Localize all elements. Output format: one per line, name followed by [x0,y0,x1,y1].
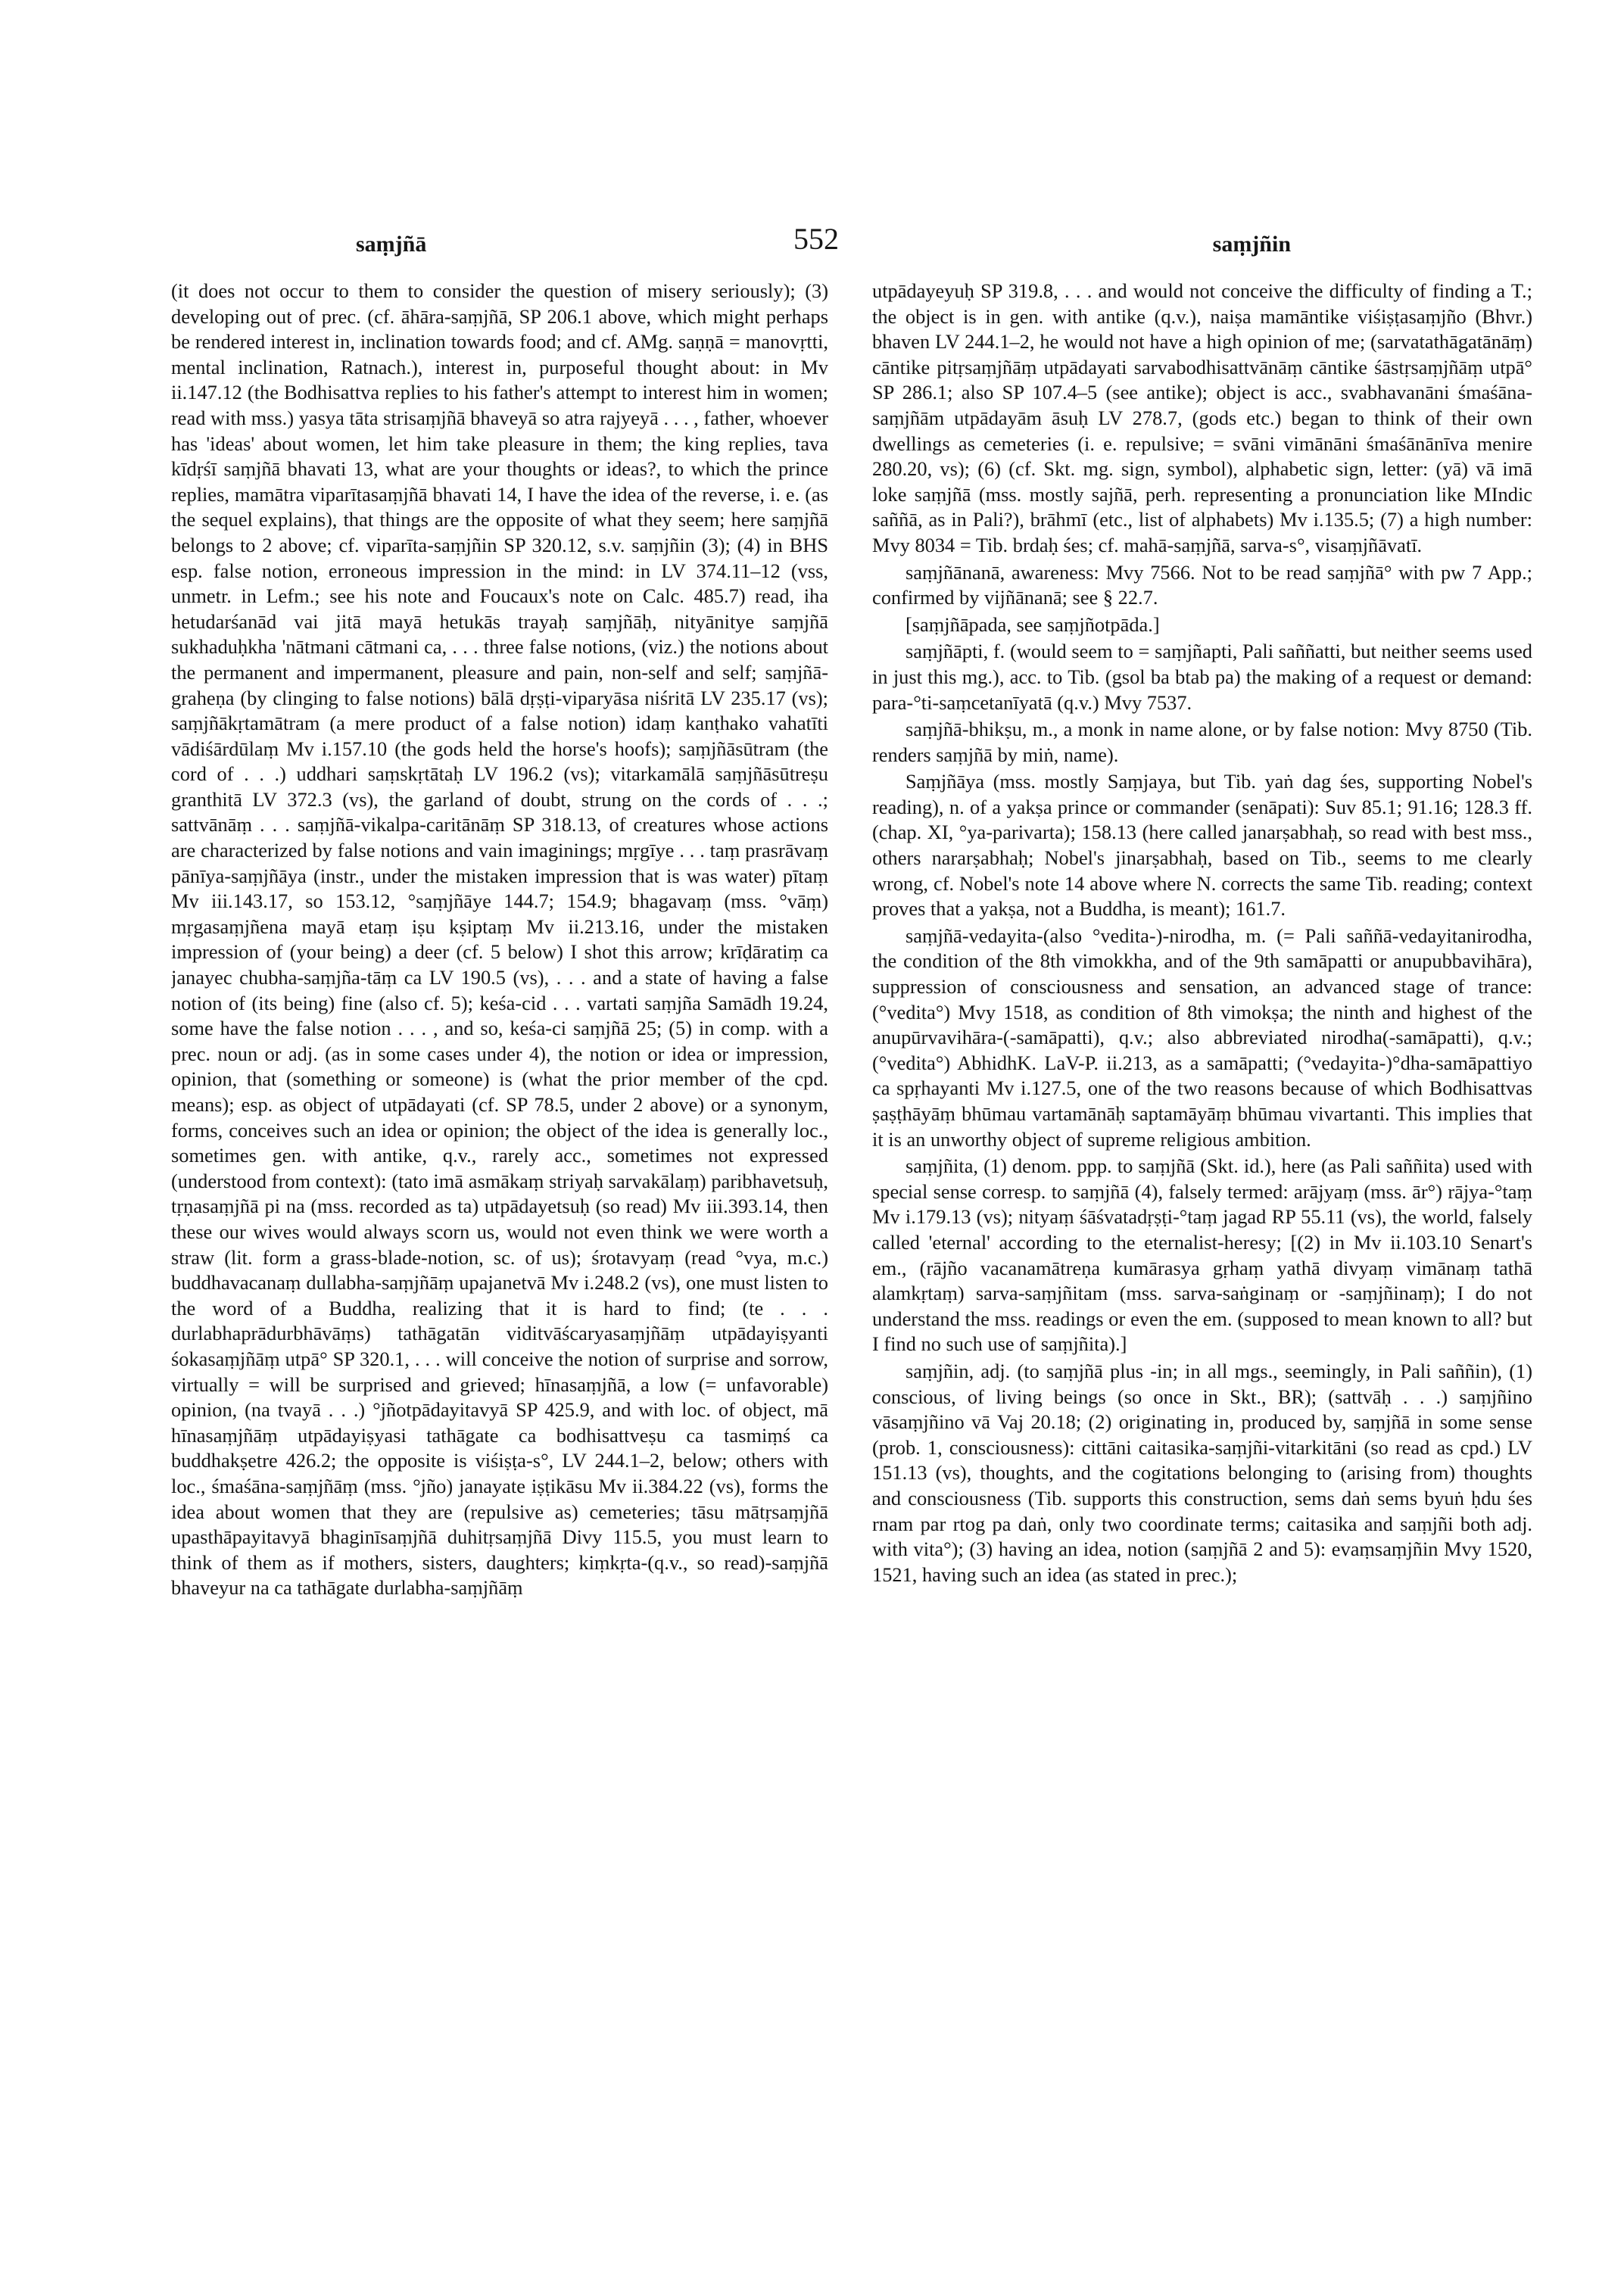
right-running-head: saṃjñin [1212,232,1291,257]
entry-samjnanana: saṃjñānanā, awareness: Mvy 7566. Not to be read saṃjñā° with pw 7 App.; confirmed by vijñānanā; see § 22.7. [872,560,1532,609]
entry-continuation: utpādayeyuḥ SP 319.8, . . . and would not conceive the difficulty of finding a T.; the object is in gen. with antike (q.v.), naiṣa mamāntike viśiṣṭasaṃjño (Bhvr.) bhaven LV 244.1–2, he would not have a high opinion of me; (sarvatathāgatānāṃ) cāntike pitṛsaṃjñāṃ utpādayati sarvabodhisattvānāṃ cāntike śāstṛsaṃjñāṃ utpā° SP 286.1; also SP 107.4–5 (see antike); object is acc., svabhavanāni śmaśāna-saṃjñām utpādayām āsuḥ LV 278.7, (gods etc.) began to think of their own dwellings as cemeteries (i. e. repulsive; = svāni vimānāni śmaśānānīva menire 280.20, vs); (6) (cf. Skt. mg. sign, symbol), alphabetic sign, letter: (yā) vā imā loke saṃjñā (mss. mostly sajñā, perh. representing a pronunciation like MIndic saññā, as in Pali?), brāhmī (etc., list of alphabets) Mv i.135.5; (7) a high number: Mvy 8034 = Tib. brdaḥ śes; cf. mahā-saṃjñā, sarva-s°, visaṃjñāvatī. [872,279,1532,556]
entry-samjna-vedayita-nirodha: saṃjñā-vedayita-(also °vedita-)-nirodha, m. (= Pali saññā-vedayitanirodha, the condition of the 8th vimokkha, and of the 9th samāpatti or anupubbavihāra), suppression of consciousness and sensation, an advanced stage of trance: (°vedita°) Mvy 1518, as condition of 8th vimokṣa; the ninth and highest of the anupūrvavihāra-(-samāpatti), q.v.; also abbreviated nirodha(-samāpatti), q.v.; (°vedita°) AbhidhK. LaV-P. ii.213, as a samāpatti; (°vedayita-)°dha-samāpattiyo ca spṛhayanti Mv i.127.5, one of the two reasons because of which Bodhisattvas ṣaṣṭhāyāṃ bhūmau vartamānāḥ saptamāyāṃ bhūmau vivartanti. This implies that it is an unworthy object of supreme religious ambition. [872,924,1532,1151]
entry-continuation: (it does not occur to them to consider the question of misery seriously); (3) developing out of prec. (cf. āhāra-saṃjñā, SP 206.1 above, which might perhaps be rendered interest in, inclination towards food; and cf. AMg. saṇṇā = manovṛtti, mental inclination, Ratnach.), interest in, purposeful thought about: in Mv ii.147.12 (the Bodhisattva replies to his father's attempt to interest him in women; read with mss.) yasya tāta strisaṃjñā bhaveyā so atra rajyeyā . . . , father, whoever has 'ideas' about women, let him take pleasure in them; the king replies, tava kīdṛśī saṃjñā bhavati 13, what are your thoughts or ideas?, to which the prince replies, mamātra viparītasaṃjñā bhavati 14, I have the idea of the reverse, i. e. (as the sequel explains), that things are the opposite of what they seem; here saṃjñā belongs to 2 above; cf. viparīta-saṃjñin SP 320.12, s.v. saṃjñin (3); (4) in BHS esp. false notion, erroneous impression in the mind: in LV 374.11–12 (vss, unmetr. in Lefm.; see his note and Foucaux's note on Calc. 485.7) read, iha hetudarśanād vai jitā mayā hetukās trayaḥ saṃjñāḥ, nityānitye saṃjñā sukhaduḥkha 'nātmani cātmani ca, . . . three false notions, (viz.) the notions about the permanent and impermanent, pleasure and pain, non-self and self; saṃjñā-graheṇa (by clinging to false notions) bālā dṛṣṭi-viparyāsa niśritā LV 235.17 (vs); saṃjñākṛtamātram (a mere product of a false notion) idaṃ kanṭhako vahatīti vādiśārdūlaṃ Mv i.157.10 (the gods held the horse's hoofs); saṃjñāsūtram (the cord of . . .) uddhari saṃskṛtātaḥ LV 196.2 (vs); vitarkamālā saṃjñāsūtreṣu granthitā LV 372.3 (vs), the garland of doubt, strung on the cords of . . .; sattvānāṃ . . . saṃjñā-vikalpa-caritānāṃ SP 318.13, of creatures whose actions are characterized by false notions and vain imaginings; mṛgīye . . . taṃ prasrāvaṃ pānīya-saṃjñāya (instr., under the mistaken impression that is was water) pītaṃ Mv iii.143.17, so 153.12, °saṃjñāye 144.7; 154.9; bhagavaṃ (mss. °vāṃ) mṛgasaṃjñena mayā etaṃ iṣu kṣiptaṃ Mv ii.213.16, under the mistaken impression of (your being) a deer (cf. 5 below) I shot this arrow; krīḍāratiṃ ca janayec chubha-saṃjña-tāṃ ca LV 190.5 (vs), . . . and a state of having a false notion of (its being) fine (also cf. 5); keśa-cid . . . vartati saṃjña Samādh 19.24, some have the false notion . . . , and so, keśa-ci saṃjñā 25; (5) in comp. with a prec. noun or adj. (as in some cases under 4), the notion or idea or impression, opinion, that (something or someone) is (what the prior member of the cpd. means); esp. as object of utpādayati (cf. SP 78.5, under 2 above) or a synonym, forms, conceives such an idea or opinion; the object of the idea is generally loc., sometimes gen. with antike, q.v., rarely acc., sometimes not expressed (understood from context): (tato imā asmākaṃ striyaḥ sarvakālaṃ) paribhavetsuḥ, tṛṇasaṃjñā pi na (mss. recorded as ta) utpādayetsuḥ (so read) Mv iii.393.14, then these our wives would always scorn us, would not even think we were worth a straw (lit. form a grass-blade-notion, sc. of us); śrotavyaṃ (read °vya, m.c.) buddhavacanaṃ dullabha-saṃjñāṃ upajanetvā Mv i.248.2 (vs), one must listen to the word of a Buddha, realizing that it is hard to find; (te . . . durlabhaprādurbhāvāṃs) tathāgatān viditvāścaryasaṃjñāṃ utpādayiṣyanti śokasaṃjñāṃ utpā° SP 320.1, . . . will conceive the notion of surprise and sorrow, virtually = will be surprised and grieved; hīnasaṃjñā, a low (= unfavorable) opinion, (na tvayā . . .) °jñotpādayitavyā SP 425.9, and with loc. of object, mā hīnasaṃjñāṃ utpādayiṣyasi tathāgate ca bodhisattveṣu ca tasmiṃś ca buddhakṣetre 426.2; the opposite is viśiṣṭa-s°, LV 244.1–2, below; others with loc., śmaśāna-saṃjñāṃ (mss. °jño) janayate iṣṭikāsu Mv ii.384.22 (vs), forms the idea about women that they are (repulsive as) cemeteries; tāsu mātṛsaṃjñā upasthāpayitavyā bhaginīsaṃjñā duhitṛsaṃjñā Divy 115.5, you must learn to think of them as if mothers, sisters, daughters; kiṃkṛta-(q.v., so read)-saṃjñā bhaveyur na ca tathāgate durlabha-saṃjñāṃ [171,279,828,1600]
entry-samjnin: saṃjñin, adj. (to saṃjñā plus -in; in all mgs., seemingly, in Pali saññin), (1) conscious, of living beings (so once in Skt., BR); (sattvāḥ . . .) saṃjñino vāsaṃjñino vā Vaj 20.18; (2) originating in, produced by, saṃjñā in some sense (prob. 1, consciousness): cittāni caitasika-saṃjñi-vitarkitāni (so read as cpd.) LV 151.13 (vs), thoughts, and the cogitations belonging to (arising from) thoughts and consciousness (Tib. supports this construction, sems daṅ sems byuṅ ḥdu śes rnam par rtog pa daṅ, only two coordinate terms; caitasika and saṃjñi both adj. with vita°); (3) having an idea, notion (saṃjñā 2 and 5): evaṃsaṃjñin Mvy 1520, 1521, having such an idea (as stated in prec.); [872,1359,1532,1586]
entry-samjnaya: Saṃjñāya (mss. mostly Saṃjaya, but Tib. yaṅ dag śes, supporting Nobel's reading), n. of a yakṣa prince or commander (senāpati): Suv 85.1; 91.16; 128.3 ff. (chap. XI, °ya-parivarta); 158.13 (here called janarṣabhaḥ, so read with best mss., others nararṣabhaḥ; Nobel's jinarṣabhaḥ, based on Tib., seems to me clearly wrong, cf. Nobel's note 14 above where N. corrects the same Tib. reading; context proves that a yakṣa, not a Buddha, is meant); 161.7. [872,770,1532,921]
entry-samjnapada: [saṃjñāpada, see saṃjñotpāda.] [906,612,1160,636]
left-running-head: saṃjñā [356,232,427,257]
left-column [171,279,828,2235]
page-number: 552 [793,222,839,256]
entry-samjnita: saṃjñita, (1) denom. ppp. to saṃjñā (Skt. id.), here (as Pali saññita) used with special sense corresp. to saṃjñā (4), falsely termed: arājyaṃ (mss. ār°) rājya-°taṃ Mv i.179.13 (vs); nityaṃ śāśvatadṛṣṭi-°taṃ jagad RP 55.11 (vs), the world, falsely called 'eternal' according to the eternalist-heresy; [(2) in Mv ii.103.10 Senart's em., (rājño vacanamātreṇa kumārasya gṛhaṃ yathā divyaṃ vimānaṃ tathā alamkṛtaṃ) sarva-saṃjñitam (mss. sarva-saṅginaṃ or -saṃjñinaṃ); I do not understand the mss. readings or even the em. (supposed to mean known to all? but I find no such use of saṃjñita).] [872,1154,1532,1356]
entry-samjnapti: saṃjñāpti, f. (would seem to = saṃjñapti, Pali saññatti, but neither seems used in just this mg.), acc. to Tib. (gsol ba btab pa) the making of a request or demand: para-°ti-saṃcetanīyatā (q.v.) Mvy 7537. [872,640,1532,714]
right-column [872,279,1532,2235]
entry-samjna-bhiksu: saṃjñā-bhikṣu, m., a monk in name alone, or by false notion: Mvy 8750 (Tib. renders saṃjñā by miṅ, name). [872,718,1532,766]
